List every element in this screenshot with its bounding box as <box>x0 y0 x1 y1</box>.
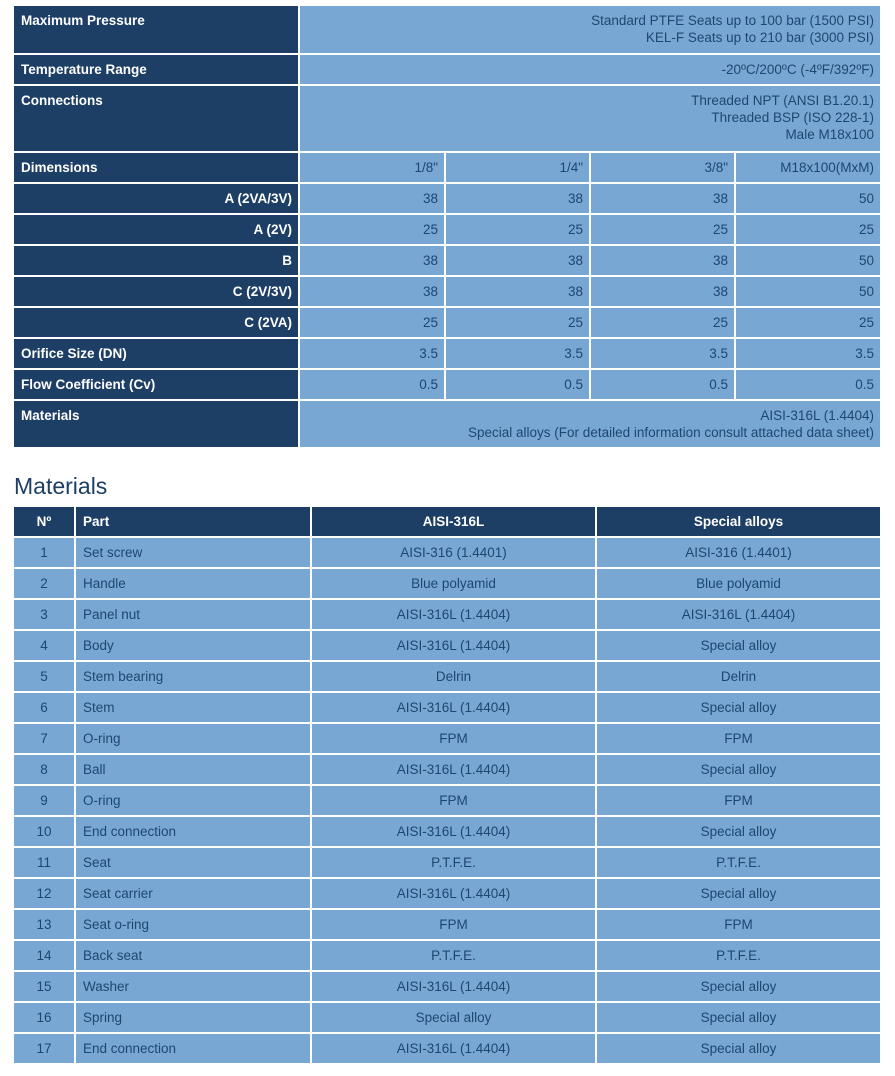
connections-line: Threaded NPT (ANSI B1.20.1) <box>691 93 874 108</box>
max-pressure-line: KEL-F Seats up to 210 bar (3000 PSI) <box>645 30 874 45</box>
special-alloy-material: Special alloy <box>597 631 880 660</box>
part-number: 14 <box>14 941 74 970</box>
aisi-316l-material: AISI-316L (1.4404) <box>312 600 595 629</box>
flow-coefficient-value: 0.5 <box>591 370 734 399</box>
flow-coefficient-value: 0.5 <box>446 370 589 399</box>
special-alloy-material: Special alloy <box>597 755 880 784</box>
special-alloy-material: FPM <box>597 724 880 753</box>
dimension-value: 50 <box>736 246 880 275</box>
aisi-316l-material: FPM <box>312 786 595 815</box>
part-number: 17 <box>14 1034 74 1063</box>
aisi-316l-material: P.T.F.E. <box>312 941 595 970</box>
part-name: Set screw <box>76 538 310 567</box>
part-name: Ball <box>76 755 310 784</box>
part-name: End connection <box>76 1034 310 1063</box>
max-pressure-line: Standard PTFE Seats up to 100 bar (1500 PSI) <box>591 13 874 28</box>
materials-table <box>14 507 880 1063</box>
part-number: 7 <box>14 724 74 753</box>
part-number: 15 <box>14 972 74 1001</box>
dimension-value: 25 <box>446 308 589 337</box>
dimension-value: 38 <box>591 277 734 306</box>
part-name: Handle <box>76 569 310 598</box>
flow-coefficient-label: Flow Coefficient (Cv) <box>14 370 298 399</box>
temperature-label: Temperature Range <box>14 55 298 84</box>
materials-heading: Materials <box>14 473 108 499</box>
aisi-316l-material: AISI-316L (1.4404) <box>312 817 595 846</box>
size-header: 1/8" <box>300 153 444 182</box>
part-name: Body <box>76 631 310 660</box>
special-alloy-material: AISI-316 (1.4401) <box>597 538 880 567</box>
special-alloy-material: Special alloy <box>597 817 880 846</box>
part-name: O-ring <box>76 786 310 815</box>
size-header: 3/8" <box>591 153 734 182</box>
max-pressure-label: Maximum Pressure <box>14 6 298 53</box>
materials-line: AISI-316L (1.4404) <box>760 408 874 423</box>
aisi-316l-material: AISI-316L (1.4404) <box>312 972 595 1001</box>
special-alloy-material: Delrin <box>597 662 880 691</box>
part-name: End connection <box>76 817 310 846</box>
aisi-316l-material: Special alloy <box>312 1003 595 1032</box>
dimension-value: 38 <box>300 184 444 213</box>
dimension-value: 25 <box>736 308 880 337</box>
special-alloy-material: Blue polyamid <box>597 569 880 598</box>
special-alloy-material: P.T.F.E. <box>597 848 880 877</box>
dimension-label: C (2VA) <box>14 308 298 337</box>
header-part: Part <box>76 507 310 536</box>
part-name: Spring <box>76 1003 310 1032</box>
max-pressure-value <box>300 6 880 53</box>
orifice-value: 3.5 <box>591 339 734 368</box>
special-alloy-material: AISI-316L (1.4404) <box>597 600 880 629</box>
dimension-label: A (2VA/3V) <box>14 184 298 213</box>
dimension-value: 25 <box>446 215 589 244</box>
part-number: 13 <box>14 910 74 939</box>
part-number: 2 <box>14 569 74 598</box>
dimension-value: 25 <box>736 215 880 244</box>
dimension-value: 38 <box>446 246 589 275</box>
materials-label: Materials <box>14 401 298 447</box>
aisi-316l-material: AISI-316L (1.4404) <box>312 631 595 660</box>
part-name: Back seat <box>76 941 310 970</box>
dimension-value: 25 <box>300 215 444 244</box>
special-alloy-material: Special alloy <box>597 972 880 1001</box>
dimension-value: 50 <box>736 184 880 213</box>
dimensions-label: Dimensions <box>14 153 298 182</box>
aisi-316l-material: AISI-316L (1.4404) <box>312 693 595 722</box>
dimension-value: 38 <box>446 277 589 306</box>
dimension-label: B <box>14 246 298 275</box>
part-name: O-ring <box>76 724 310 753</box>
orifice-value: 3.5 <box>300 339 444 368</box>
flow-coefficient-value: 0.5 <box>736 370 880 399</box>
orifice-value: 3.5 <box>736 339 880 368</box>
part-number: 6 <box>14 693 74 722</box>
part-number: 4 <box>14 631 74 660</box>
special-alloy-material: P.T.F.E. <box>597 941 880 970</box>
part-name: Seat <box>76 848 310 877</box>
dimension-value: 25 <box>591 308 734 337</box>
aisi-316l-material: FPM <box>312 724 595 753</box>
dimension-value: 38 <box>446 184 589 213</box>
part-number: 1 <box>14 538 74 567</box>
aisi-316l-material: P.T.F.E. <box>312 848 595 877</box>
aisi-316l-material: AISI-316L (1.4404) <box>312 755 595 784</box>
dimension-value: 38 <box>591 246 734 275</box>
part-number: 5 <box>14 662 74 691</box>
orifice-label: Orifice Size (DN) <box>14 339 298 368</box>
connections-label: Connections <box>14 86 298 151</box>
special-alloy-material: Special alloy <box>597 1003 880 1032</box>
connections-line: Male M18x100 <box>785 127 874 142</box>
size-header: 1/4" <box>446 153 589 182</box>
part-number: 16 <box>14 1003 74 1032</box>
aisi-316l-material: Delrin <box>312 662 595 691</box>
special-alloy-material: FPM <box>597 786 880 815</box>
materials-value <box>300 401 880 447</box>
temperature-value: -20ºC/200ºC (-4ºF/392ºF) <box>300 55 880 84</box>
header-special-alloys: Special alloys <box>597 507 880 536</box>
part-number: 12 <box>14 879 74 908</box>
dimension-value: 50 <box>736 277 880 306</box>
aisi-316l-material: FPM <box>312 910 595 939</box>
part-name: Seat o-ring <box>76 910 310 939</box>
header-aisi-316l: AISI-316L <box>312 507 595 536</box>
dimension-label: A (2V) <box>14 215 298 244</box>
part-name: Seat carrier <box>76 879 310 908</box>
part-number: 10 <box>14 817 74 846</box>
aisi-316l-material: AISI-316L (1.4404) <box>312 1034 595 1063</box>
part-name: Washer <box>76 972 310 1001</box>
size-header: M18x100(MxM) <box>736 153 880 182</box>
dimension-value: 38 <box>300 277 444 306</box>
materials-line: Special alloys (For detailed information consult attached data sheet) <box>468 425 874 440</box>
dimension-value: 25 <box>591 215 734 244</box>
part-number: 11 <box>14 848 74 877</box>
part-name: Panel nut <box>76 600 310 629</box>
flow-coefficient-value: 0.5 <box>300 370 444 399</box>
header-number: Nº <box>14 507 74 536</box>
connections-value <box>300 86 880 151</box>
aisi-316l-material: Blue polyamid <box>312 569 595 598</box>
part-number: 8 <box>14 755 74 784</box>
aisi-316l-material: AISI-316 (1.4401) <box>312 538 595 567</box>
connections-line: Threaded BSP (ISO 228-1) <box>711 110 874 125</box>
part-number: 3 <box>14 600 74 629</box>
part-number: 9 <box>14 786 74 815</box>
dimension-value: 25 <box>300 308 444 337</box>
dimension-label: C (2V/3V) <box>14 277 298 306</box>
special-alloy-material: Special alloy <box>597 879 880 908</box>
dimension-value: 38 <box>300 246 444 275</box>
special-alloy-material: FPM <box>597 910 880 939</box>
aisi-316l-material: AISI-316L (1.4404) <box>312 879 595 908</box>
special-alloy-material: Special alloy <box>597 1034 880 1063</box>
spec-table <box>14 6 880 447</box>
part-name: Stem <box>76 693 310 722</box>
special-alloy-material: Special alloy <box>597 693 880 722</box>
orifice-value: 3.5 <box>446 339 589 368</box>
dimension-value: 38 <box>591 184 734 213</box>
part-name: Stem bearing <box>76 662 310 691</box>
